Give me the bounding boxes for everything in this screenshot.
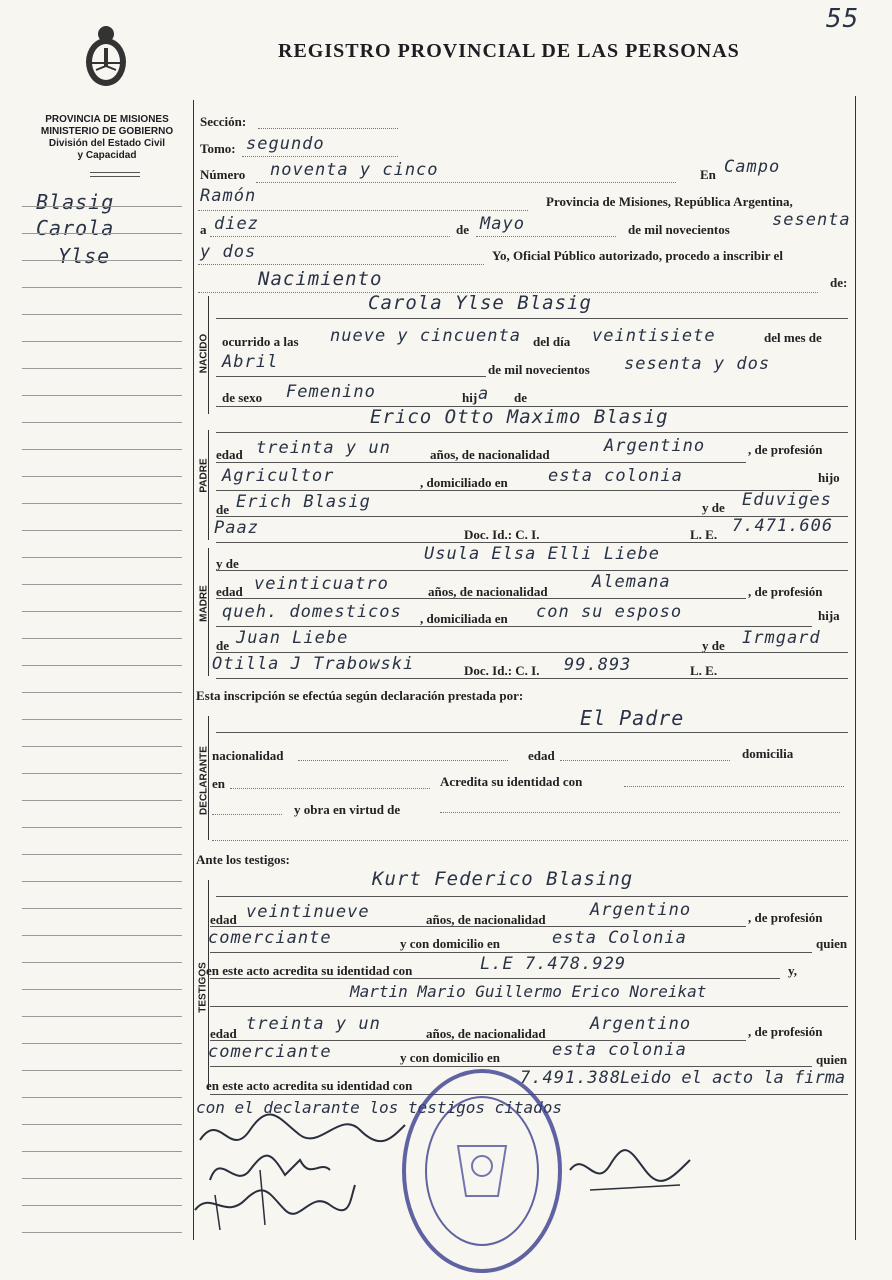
- padre-le-value: 7.471.606: [732, 516, 834, 536]
- madre-le-label: L. E.: [690, 663, 718, 678]
- hijo-suffix: a: [478, 384, 490, 404]
- nacido-nombre: Carola Ylse Blasig: [368, 292, 592, 314]
- t2-edad-label: edad: [210, 1026, 237, 1041]
- dotted-field: [242, 156, 398, 157]
- margin-ruled-line: [22, 746, 182, 747]
- decl-en-label: en: [212, 776, 225, 791]
- margin-ruled-line: [22, 800, 182, 801]
- margin-ruled-line: [22, 1070, 182, 1071]
- field-line: [216, 462, 746, 463]
- provincia-label: Provincia de Misiones, República Argentina,: [546, 194, 793, 209]
- section-padre-label: PADRE: [198, 458, 210, 493]
- field-line: [216, 678, 848, 679]
- madre-hija-label: hija: [818, 608, 840, 623]
- t1-edad-value: veintinueve: [246, 902, 370, 922]
- coat-of-arms-emblem: [80, 22, 132, 94]
- left-frame-line: [193, 100, 194, 1240]
- madre-prof-value: queh. domesticos: [222, 602, 402, 622]
- tomo-label: Tomo:: [200, 141, 236, 156]
- t1-y-label: y,: [788, 963, 798, 978]
- margin-ruled-line: [22, 1205, 182, 1206]
- divider: [90, 172, 140, 173]
- madre-doc-label: Doc. Id.: C. I.: [464, 663, 540, 678]
- field-line: [216, 732, 848, 733]
- t1-acredita-label: en este acto acredita su identidad con: [206, 963, 413, 978]
- field-line: [216, 376, 486, 377]
- ministry-label: MINISTERIO DE GOBIERNO: [40, 126, 174, 137]
- hora-value: nueve y cincuenta: [330, 326, 521, 346]
- official-signature-drawing: [560, 1140, 700, 1210]
- t2-prof-label: , de profesión: [748, 1024, 823, 1039]
- declarante-value: El Padre: [580, 706, 685, 730]
- de-label: de: [456, 222, 469, 237]
- decl-acredita-label: Acredita su identidad con: [440, 774, 583, 789]
- capacity-label: y Capacidad: [77, 150, 137, 161]
- margin-ruled-line: [22, 395, 182, 396]
- t1-prof-value: comerciante: [208, 928, 332, 948]
- madre-ci-value: 99.893: [564, 655, 632, 675]
- de-mil-label-2: de mil novecientos: [488, 362, 590, 377]
- margin-ruled-line: [22, 557, 182, 558]
- madre-nac-label: años, de nacionalidad: [428, 584, 548, 599]
- margin-ruled-line: [22, 1097, 182, 1098]
- field-line: [216, 570, 848, 571]
- dotted-field: [212, 840, 848, 841]
- ocurrido-label: ocurrido a las: [222, 334, 299, 349]
- dotted-field: [256, 182, 676, 183]
- divider: [90, 176, 140, 177]
- field-line: [216, 598, 746, 599]
- numero-value: noventa y cinco: [270, 160, 439, 180]
- section-bracket: [208, 548, 209, 676]
- padre-le-label: L. E.: [690, 527, 718, 542]
- t2-nac-label: años, de nacionalidad: [426, 1026, 546, 1041]
- margin-ruled-line: [22, 1016, 182, 1017]
- madre-prof-label: , de profesión: [748, 584, 823, 599]
- section-madre-label: MADRE: [198, 585, 210, 622]
- abuela-p-y-de-label: y de: [702, 500, 725, 515]
- decl-domicilia-label: domicilia: [742, 746, 794, 761]
- dotted-field: [212, 814, 282, 815]
- field-line: [210, 1006, 848, 1007]
- issuing-office: [22, 114, 192, 162]
- cierre-line-2: con el declarante los testigos citados: [196, 1098, 563, 1117]
- abuela-m-y-de-label: y de: [702, 638, 725, 653]
- abuela-p-value: Eduviges: [742, 490, 832, 510]
- t2-quien-label: quien: [816, 1052, 848, 1067]
- margin-ruled-line: [22, 638, 182, 639]
- margin-ruled-line: [22, 1124, 182, 1125]
- field-line: [216, 626, 812, 627]
- margin-ruled-line: [22, 287, 182, 288]
- margin-ruled-line: [22, 773, 182, 774]
- anio-acta-value-2: y dos: [200, 242, 257, 262]
- t2-doc-value: 7.491.388: [520, 1068, 622, 1088]
- right-frame-line: [855, 96, 856, 1240]
- dia-nac-value: veintisiete: [592, 326, 716, 346]
- padre-nombre: Erico Otto Maximo Blasig: [370, 406, 669, 428]
- dotted-field: [440, 812, 840, 813]
- tomo-value: segundo: [246, 134, 325, 154]
- dotted-field: [230, 788, 430, 789]
- sexo-label: de sexo: [222, 390, 263, 405]
- margin-ruled-line: [22, 908, 182, 909]
- margin-ruled-line: [22, 719, 182, 720]
- page-number: 55: [826, 4, 860, 34]
- madre-dom-value: con su esposo: [536, 602, 683, 622]
- t2-dom-label: y con domicilio en: [400, 1050, 501, 1065]
- province-label: PROVINCIA DE MISIONES: [45, 114, 169, 125]
- margin-ruled-line: [22, 935, 182, 936]
- en-label: En: [700, 167, 716, 182]
- testigo1-nombre: Kurt Federico Blasing: [372, 868, 634, 890]
- margin-ruled-line: [22, 476, 182, 477]
- dotted-field: [560, 760, 730, 761]
- margin-ruled-line: [22, 314, 182, 315]
- padre-hijo-label: hijo: [818, 470, 840, 485]
- margin-ruled-line: [22, 584, 182, 585]
- field-line: [216, 896, 848, 897]
- field-line: [216, 490, 812, 491]
- margin-ruled-line: [22, 1043, 182, 1044]
- ante-testigos-label: Ante los testigos:: [196, 852, 290, 867]
- field-line: [210, 952, 812, 953]
- section-bracket: [208, 430, 209, 540]
- decl-edad-label: edad: [528, 748, 555, 763]
- margin-ruled-line: [22, 1151, 182, 1152]
- margin-ruled-line: [22, 206, 182, 207]
- padre-dom-value: esta colonia: [548, 466, 683, 486]
- abuelo-p-value: Erich Blasig: [236, 492, 371, 512]
- margin-ruled-line: [22, 530, 182, 531]
- margin-ruled-line: [22, 692, 182, 693]
- declaracion-label: Esta inscripción se efectúa según declaración prestada por:: [196, 688, 524, 703]
- margin-ruled-line: [22, 854, 182, 855]
- margin-ruled-line: [22, 827, 182, 828]
- dia-acta-value: diez: [214, 214, 259, 234]
- t2-nac-value: Argentino: [590, 1014, 692, 1034]
- a-label: a: [200, 222, 207, 237]
- padre-dom-label: , domiciliado en: [420, 475, 508, 490]
- margin-ruled-line: [22, 962, 182, 963]
- field-line: [216, 652, 848, 653]
- numero-label: Número: [200, 167, 246, 182]
- t1-dom-value: esta Colonia: [552, 928, 687, 948]
- anio-acta-value: sesenta: [772, 210, 851, 230]
- de-padres-label: de: [514, 390, 527, 405]
- inscribir-value: Nacimiento: [258, 268, 383, 290]
- official-seal-stamp: [398, 1066, 566, 1276]
- t2-dom-value: esta colonia: [552, 1040, 687, 1060]
- section-bracket: [208, 716, 209, 840]
- del-dia-label: del día: [533, 334, 571, 349]
- abuelo-p-de-label: de: [216, 502, 229, 517]
- padre-doc-label: Doc. Id.: C. I.: [464, 527, 540, 542]
- margin-ruled-line: [22, 503, 182, 504]
- del-mes-label: del mes de: [764, 330, 822, 345]
- document-title: REGISTRO PROVINCIAL DE LAS PERSONAS: [278, 40, 740, 62]
- dotted-field: [198, 210, 528, 211]
- padre-nac-value: Argentino: [604, 436, 706, 456]
- madre-nac-value: Alemana: [592, 572, 671, 592]
- dotted-field: [258, 128, 398, 129]
- mes-acta-value: Mayo: [480, 214, 525, 234]
- testigo2-nombre: Martin Mario Guillermo Erico Noreikat: [350, 982, 707, 1001]
- margin-ruled-line: [22, 449, 182, 450]
- t1-quien-label: quien: [816, 936, 848, 951]
- dotted-field: [624, 786, 844, 787]
- section-declarante-label: DECLARANTE: [198, 746, 210, 815]
- margin-surname: Blasig: [36, 190, 115, 214]
- sexo-value: Femenino: [286, 382, 376, 402]
- field-line: [216, 318, 848, 319]
- abuelo-m-value: Juan Liebe: [236, 628, 349, 648]
- decl-nacionalidad-label: nacionalidad: [212, 748, 284, 763]
- abuelo-m-de-label: de: [216, 638, 229, 653]
- margin-ruled-line: [22, 665, 182, 666]
- signatures-drawing: [190, 1100, 430, 1240]
- padre-edad-value: treinta y un: [256, 438, 391, 458]
- yo-label: Yo, Oficial Público autorizado, procedo a inscribir el: [492, 248, 783, 263]
- margin-ruled-line: [22, 260, 182, 261]
- abuela-m-value: Irmgard: [742, 628, 821, 648]
- field-line: [210, 978, 780, 979]
- abuela-m-value-2: Otilla J Trabowski: [212, 654, 415, 674]
- margin-ruled-line: [22, 881, 182, 882]
- section-nacido-label: NACIDO: [198, 333, 210, 374]
- field-line: [210, 926, 746, 927]
- dotted-field: [298, 760, 508, 761]
- seccion-label: Sección:: [200, 114, 247, 129]
- de-mil-label: de mil novecientos: [628, 222, 730, 237]
- t1-nac-label: años, de nacionalidad: [426, 912, 546, 927]
- t1-nac-value: Argentino: [590, 900, 692, 920]
- t1-dom-label: y con domicilio en: [400, 936, 501, 951]
- t1-doc-value: L.E 7.478.929: [480, 954, 627, 974]
- dotted-field: [198, 264, 484, 265]
- margin-ruled-line: [22, 422, 182, 423]
- margin-ruled-line: [22, 1232, 182, 1233]
- en-value: Campo: [724, 157, 781, 177]
- madre-nombre: Usula Elsa Elli Liebe: [424, 544, 660, 564]
- madre-y-de-label: y de: [216, 556, 239, 571]
- de-colon-label: de:: [830, 275, 848, 290]
- padre-prof-value: Agricultor: [222, 466, 335, 486]
- margin-ruled-line: [22, 368, 182, 369]
- padre-nac-label: años, de nacionalidad: [430, 447, 550, 462]
- margin-ruled-line: [22, 1178, 182, 1179]
- margin-ruled-line: [22, 341, 182, 342]
- t1-prof-label: , de profesión: [748, 910, 823, 925]
- hijo-label: hij: [462, 390, 478, 405]
- field-line: [216, 542, 848, 543]
- anio-nac-value: sesenta y dos: [624, 354, 771, 374]
- abuela-p-value-2: Paaz: [214, 518, 259, 538]
- section-bracket: [208, 296, 209, 414]
- lugar-value: Ramón: [200, 186, 257, 206]
- margin-ruled-line: [22, 233, 182, 234]
- field-line: [216, 432, 848, 433]
- dotted-field: [210, 236, 450, 237]
- madre-edad-label: edad: [216, 584, 243, 599]
- padre-edad-label: edad: [216, 447, 243, 462]
- t2-acredita-label: en este acto acredita su identidad con: [206, 1078, 413, 1093]
- mes-nac-value: Abril: [222, 352, 279, 372]
- t1-edad-label: edad: [210, 912, 237, 927]
- margin-middle-name: Ylse: [58, 244, 111, 268]
- t2-prof-value: comerciante: [208, 1042, 332, 1062]
- decl-obra-label: y obra en virtud de: [294, 802, 401, 817]
- margin-first-name: Carola: [36, 216, 115, 240]
- cierre-line-1: Leido el acto la firma: [620, 1068, 846, 1088]
- madre-edad-value: veinticuatro: [254, 574, 389, 594]
- margin-ruled-line: [22, 989, 182, 990]
- madre-dom-label: , domiciliada en: [420, 611, 508, 626]
- section-testigos-label: TESTIGOS: [197, 962, 209, 1013]
- margin-ruled-line: [22, 611, 182, 612]
- padre-prof-label: , de profesión: [748, 442, 823, 457]
- dotted-field: [476, 236, 616, 237]
- t2-edad-value: treinta y un: [246, 1014, 381, 1034]
- division-label: División del Estado Civil: [48, 138, 166, 149]
